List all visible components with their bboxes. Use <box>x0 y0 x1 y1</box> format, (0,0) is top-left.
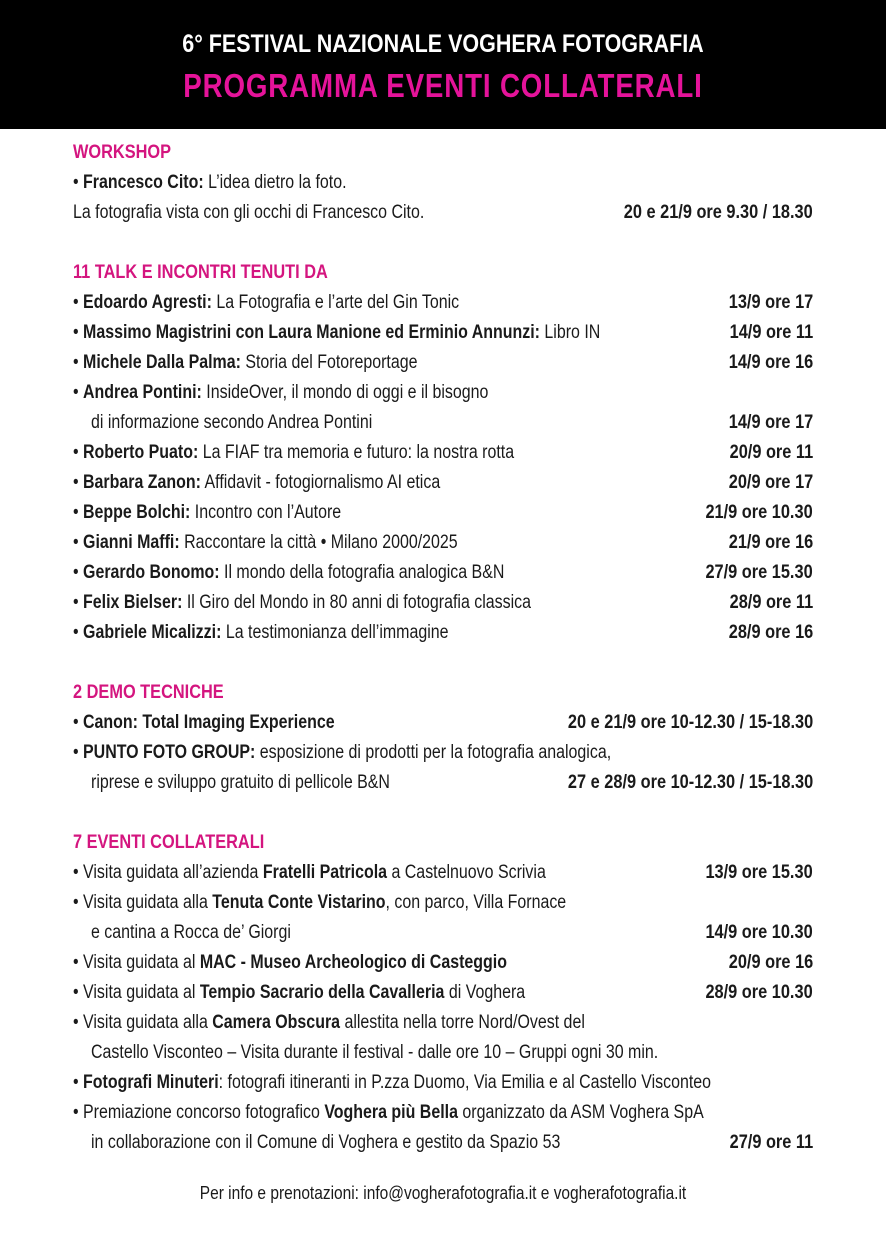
section-title-demo: 2 DEMO TECNICHE <box>73 682 224 703</box>
talk-title: Il Giro del Mondo in 80 anni di fotografia classica <box>182 592 532 613</box>
talk-title: Storia del Fotoreportage <box>240 352 418 373</box>
list-item: • Premiazione concorso fotografico Voghera più Bella organizzato da ASM Voghera SpA <box>73 1102 704 1123</box>
talk-item: • Gerardo Bonomo: Il mondo della fotografia analogica B&N 27/9 ore 15.30 <box>73 558 813 588</box>
talk-speaker: Massimo Magistrini con Laura Manione ed Erminio Annunzi: <box>83 322 541 343</box>
program-title: PROGRAMMA EVENTI COLLATERALI <box>183 67 703 104</box>
talk-speaker: Roberto Puato: <box>83 442 199 463</box>
list-item: • Visita guidata alla Tenuta Conte Vistarino, con parco, Villa Fornace <box>73 892 567 913</box>
event-date: 20 e 21/9 ore 9.30 / 18.30 <box>624 202 813 223</box>
talk-speaker: Andrea Pontini: <box>83 382 202 403</box>
talk-speaker: Michele Dalla Palma: <box>83 352 241 373</box>
event-date: 20/9 ore 11 <box>729 442 813 463</box>
footer-contact: Per info e prenotazioni: info@vogherafotografia.it e vogherafotografia.it <box>199 1183 687 1203</box>
talk-item: • Felix Bielser: Il Giro del Mondo in 80 anni di fotografia classica 28/9 ore 11 <box>73 588 813 618</box>
workshop-row: La fotografia vista con gli occhi di Francesco Cito. 20 e 21/9 ore 9.30 / 18.30 <box>73 198 813 228</box>
event-date: 28/9 ore 16 <box>728 622 813 643</box>
talk-speaker: Gianni Maffi: <box>83 532 180 553</box>
list-item-continuation: in collaborazione con il Comune di Voghera e gestito da Spazio 53 27/9 ore 11 <box>73 1128 813 1158</box>
event-date: 20 e 21/9 ore 10-12.30 / 15-18.30 <box>567 712 813 733</box>
talk-item: • Gabriele Micalizzi: La testimonianza dell’immagine 28/9 ore 16 <box>73 618 813 648</box>
section-title-workshop: WORKSHOP <box>73 142 172 163</box>
talk-title: Incontro con l’Autore <box>190 502 342 523</box>
event-date: 28/9 ore 10.30 <box>705 982 813 1003</box>
talk-speaker: Gabriele Micalizzi: <box>83 622 222 643</box>
talk-speaker: Gerardo Bonomo: <box>83 562 220 583</box>
list-item-continuation: e cantina a Rocca de’ Giorgi 14/9 ore 10.30 <box>73 918 813 948</box>
event-date: 14/9 ore 10.30 <box>705 922 813 943</box>
talk-title: Affidavit - fotogiornalismo AI etica <box>200 472 441 493</box>
list-item: • Visita guidata al MAC - Museo Archeologico di Casteggio 20/9 ore 16 <box>73 948 813 978</box>
event-date: 14/9 ore 17 <box>728 412 813 433</box>
section-title-talks: 11 TALK E INCONTRI TENUTI DA <box>73 262 328 283</box>
talk-item: • Massimo Magistrini con Laura Manione ed Erminio Annunzi: Libro IN 14/9 ore 11 <box>73 318 813 348</box>
event-date: 14/9 ore 16 <box>728 352 813 373</box>
festival-title: 6° FESTIVAL NAZIONALE VOGHERA FOTOGRAFIA <box>182 30 704 58</box>
talk-speaker: Barbara Zanon: <box>83 472 201 493</box>
list-item: • Visita guidata alla Camera Obscura allestita nella torre Nord/Ovest del <box>73 1012 585 1033</box>
list-item: • Canon: Total Imaging Experience 20 e 21/9 ore 10-12.30 / 15-18.30 <box>73 708 813 738</box>
talk-item: • Edoardo Agresti: La Fotografia e l’arte del Gin Tonic 13/9 ore 17 <box>73 288 813 318</box>
talk-title: La FIAF tra memoria e futuro: la nostra rotta <box>198 442 515 463</box>
list-item: • PUNTO FOTO GROUP: esposizione di prodotti per la fotografia analogica, <box>73 742 612 763</box>
program-content <box>73 138 813 1158</box>
event-date: 13/9 ore 17 <box>728 292 813 313</box>
list-item: • Visita guidata al Tempio Sacrario della Cavalleria di Voghera 28/9 ore 10.30 <box>73 978 813 1008</box>
talk-title: InsideOver, il mondo di oggi e il bisogno <box>201 382 489 403</box>
list-item: • Visita guidata all’azienda Fratelli Patricola a Castelnuovo Scrivia 13/9 ore 15.30 <box>73 858 813 888</box>
talk-item-continuation: di informazione secondo Andrea Pontini 14/9 ore 17 <box>73 408 813 438</box>
talk-item: • Beppe Bolchi: Incontro con l’Autore 21/9 ore 10.30 <box>73 498 813 528</box>
talk-item: • Gianni Maffi: Raccontare la città • Milano 2000/2025 21/9 ore 16 <box>73 528 813 558</box>
event-date: 21/9 ore 10.30 <box>705 502 813 523</box>
event-date: 20/9 ore 16 <box>728 952 813 973</box>
event-date: 20/9 ore 17 <box>728 472 813 493</box>
talk-title: La Fotografia e l’arte del Gin Tonic <box>211 292 460 313</box>
event-date: 27/9 ore 15.30 <box>705 562 813 583</box>
talks-list <box>73 288 813 648</box>
talk-item: • Michele Dalla Palma: Storia del Fotoreportage 14/9 ore 16 <box>73 348 813 378</box>
list-item: • Fotografi Minuteri: fotografi itineranti in P.zza Duomo, Via Emilia e al Castello Visconteo <box>73 1072 712 1093</box>
event-date: 14/9 ore 11 <box>729 322 813 343</box>
workshop-speaker: Francesco Cito: <box>83 172 204 193</box>
list-item-continuation: Castello Visconteo – Visita durante il festival - dalle ore 10 – Gruppi ogni 30 min. <box>91 1042 659 1063</box>
talk-item: • Andrea Pontini: InsideOver, il mondo di oggi e il bisogno <box>73 382 489 403</box>
talk-title: La testimonianza dell’immagine <box>221 622 449 643</box>
event-date: 27/9 ore 11 <box>729 1132 813 1153</box>
talk-title: Libro IN <box>540 322 601 343</box>
talk-speaker: Beppe Bolchi: <box>83 502 191 523</box>
event-date: 21/9 ore 16 <box>728 532 813 553</box>
event-date: 13/9 ore 15.30 <box>705 862 813 883</box>
workshop-row: • Francesco Cito: L’idea dietro la foto. <box>73 172 347 193</box>
talk-item: • Roberto Puato: La FIAF tra memoria e futuro: la nostra rotta 20/9 ore 11 <box>73 438 813 468</box>
talk-item: • Barbara Zanon: Affidavit - fotogiornalismo AI etica 20/9 ore 17 <box>73 468 813 498</box>
event-date: 28/9 ore 11 <box>729 592 813 613</box>
header-banner <box>0 0 886 129</box>
section-title-events: 7 EVENTI COLLATERALI <box>73 832 265 853</box>
talk-speaker: Felix Bielser: <box>83 592 183 613</box>
talk-speaker: Edoardo Agresti: <box>83 292 212 313</box>
talk-title: Il mondo della fotografia analogica B&N <box>219 562 505 583</box>
event-date: 27 e 28/9 ore 10-12.30 / 15-18.30 <box>567 772 813 793</box>
talk-title: Raccontare la città • Milano 2000/2025 <box>179 532 458 553</box>
list-item-continuation: riprese e sviluppo gratuito di pellicole B&N 27 e 28/9 ore 10-12.30 / 15-18.30 <box>73 768 813 798</box>
